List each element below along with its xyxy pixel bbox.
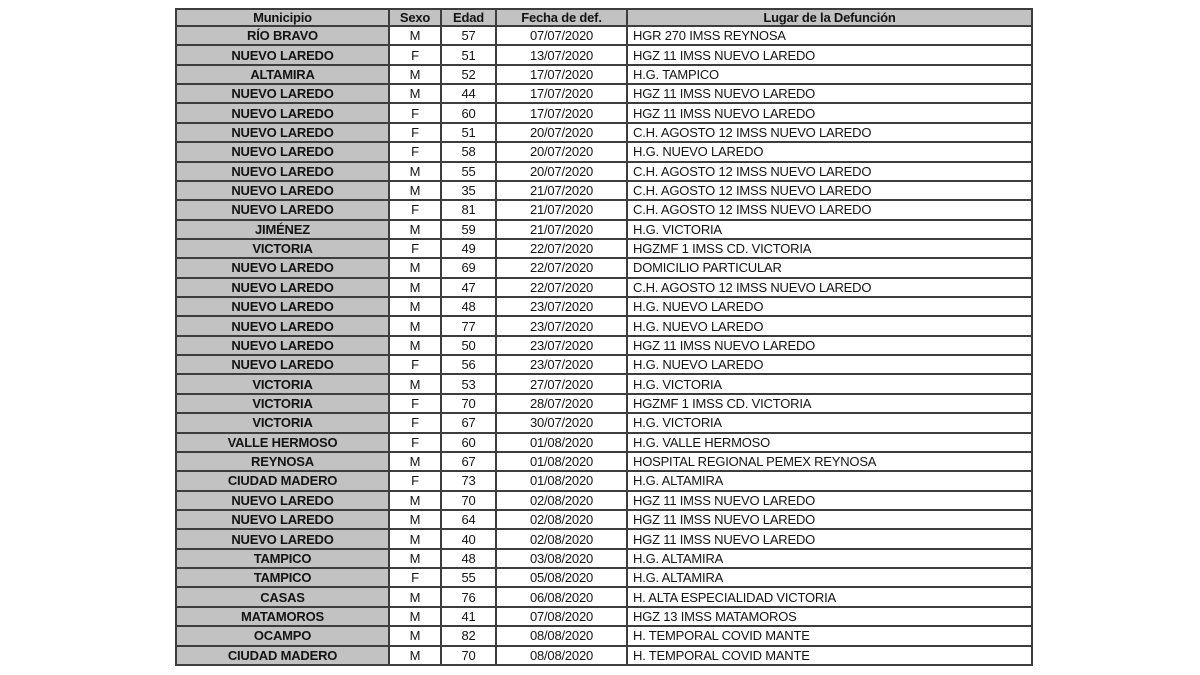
cell-lugar: HGR 270 IMSS REYNOSA [627, 26, 1032, 45]
cell-municipio: VICTORIA [176, 374, 389, 393]
cell-lugar: C.H. AGOSTO 12 IMSS NUEVO LAREDO [627, 200, 1032, 219]
table-row [176, 374, 1032, 393]
cell-edad: 70 [441, 394, 496, 413]
cell-sexo: M [389, 549, 441, 568]
cell-lugar: H.G. VICTORIA [627, 374, 1032, 393]
cell-sexo: M [389, 452, 441, 471]
cell-edad: 50 [441, 336, 496, 355]
cell-sexo: M [389, 297, 441, 316]
cell-edad: 52 [441, 65, 496, 84]
cell-municipio: OCAMPO [176, 626, 389, 645]
table-row [176, 587, 1032, 606]
cell-sexo: F [389, 568, 441, 587]
cell-lugar: H. TEMPORAL COVID MANTE [627, 646, 1032, 666]
table-row [176, 471, 1032, 490]
cell-municipio: TAMPICO [176, 549, 389, 568]
cell-sexo: M [389, 181, 441, 200]
cell-fecha: 27/07/2020 [496, 374, 627, 393]
cell-edad: 59 [441, 220, 496, 239]
cell-edad: 56 [441, 355, 496, 374]
cell-sexo: F [389, 471, 441, 490]
cell-fecha: 20/07/2020 [496, 142, 627, 161]
cell-sexo: M [389, 84, 441, 103]
cell-municipio: NUEVO LAREDO [176, 510, 389, 529]
cell-municipio: RÍO BRAVO [176, 26, 389, 45]
cell-lugar: HOSPITAL REGIONAL PEMEX REYNOSA [627, 452, 1032, 471]
table-row [176, 452, 1032, 471]
header-edad: Edad [441, 9, 496, 26]
table-row [176, 297, 1032, 316]
cell-lugar: HGZMF 1 IMSS CD. VICTORIA [627, 239, 1032, 258]
cell-sexo: M [389, 26, 441, 45]
table-row [176, 103, 1032, 122]
cell-municipio: NUEVO LAREDO [176, 529, 389, 548]
table-row [176, 84, 1032, 103]
table-row [176, 607, 1032, 626]
cell-lugar: C.H. AGOSTO 12 IMSS NUEVO LAREDO [627, 181, 1032, 200]
cell-sexo: M [389, 587, 441, 606]
cell-lugar: HGZ 11 IMSS NUEVO LAREDO [627, 103, 1032, 122]
cell-sexo: F [389, 394, 441, 413]
cell-sexo: M [389, 65, 441, 84]
cell-edad: 58 [441, 142, 496, 161]
cell-sexo: M [389, 220, 441, 239]
cell-edad: 70 [441, 491, 496, 510]
cell-lugar: C.H. AGOSTO 12 IMSS NUEVO LAREDO [627, 162, 1032, 181]
cell-edad: 49 [441, 239, 496, 258]
cell-municipio: REYNOSA [176, 452, 389, 471]
table-body [176, 26, 1032, 665]
cell-fecha: 20/07/2020 [496, 162, 627, 181]
table-row [176, 45, 1032, 64]
cell-municipio: NUEVO LAREDO [176, 103, 389, 122]
cell-sexo: M [389, 646, 441, 666]
cell-fecha: 21/07/2020 [496, 200, 627, 219]
cell-municipio: NUEVO LAREDO [176, 45, 389, 64]
cell-municipio: JIMÉNEZ [176, 220, 389, 239]
table-row [176, 568, 1032, 587]
cell-sexo: F [389, 413, 441, 432]
cell-edad: 81 [441, 200, 496, 219]
cell-edad: 69 [441, 258, 496, 277]
cell-fecha: 23/07/2020 [496, 355, 627, 374]
cell-municipio: NUEVO LAREDO [176, 355, 389, 374]
cell-lugar: HGZMF 1 IMSS CD. VICTORIA [627, 394, 1032, 413]
cell-lugar: DOMICILIO PARTICULAR [627, 258, 1032, 277]
cell-lugar: H. ALTA ESPECIALIDAD VICTORIA [627, 587, 1032, 606]
table-row [176, 65, 1032, 84]
cell-municipio: CASAS [176, 587, 389, 606]
table-header-row [176, 9, 1032, 26]
cell-sexo: F [389, 103, 441, 122]
cell-edad: 67 [441, 413, 496, 432]
cell-fecha: 30/07/2020 [496, 413, 627, 432]
cell-municipio: MATAMOROS [176, 607, 389, 626]
cell-sexo: M [389, 626, 441, 645]
cell-edad: 48 [441, 549, 496, 568]
cell-fecha: 02/08/2020 [496, 510, 627, 529]
table-row [176, 123, 1032, 142]
cell-fecha: 17/07/2020 [496, 103, 627, 122]
cell-municipio: NUEVO LAREDO [176, 200, 389, 219]
cell-fecha: 05/08/2020 [496, 568, 627, 587]
cell-edad: 48 [441, 297, 496, 316]
table-row [176, 239, 1032, 258]
header-fecha: Fecha de def. [496, 9, 627, 26]
cell-sexo: F [389, 200, 441, 219]
table-row [176, 200, 1032, 219]
cell-sexo: M [389, 258, 441, 277]
cell-edad: 77 [441, 316, 496, 335]
cell-municipio: NUEVO LAREDO [176, 491, 389, 510]
table-row [176, 26, 1032, 45]
cell-fecha: 07/08/2020 [496, 607, 627, 626]
cell-lugar: HGZ 11 IMSS NUEVO LAREDO [627, 45, 1032, 64]
cell-lugar: H.G. ALTAMIRA [627, 549, 1032, 568]
cell-sexo: F [389, 355, 441, 374]
cell-sexo: F [389, 433, 441, 452]
cell-fecha: 21/07/2020 [496, 220, 627, 239]
cell-municipio: NUEVO LAREDO [176, 142, 389, 161]
cell-fecha: 06/08/2020 [496, 587, 627, 606]
cell-municipio: NUEVO LAREDO [176, 316, 389, 335]
cell-fecha: 23/07/2020 [496, 297, 627, 316]
table-row [176, 142, 1032, 161]
cell-municipio: VICTORIA [176, 239, 389, 258]
cell-edad: 51 [441, 45, 496, 64]
table-row [176, 529, 1032, 548]
cell-municipio: NUEVO LAREDO [176, 336, 389, 355]
cell-sexo: F [389, 142, 441, 161]
cell-lugar: H.G. VICTORIA [627, 413, 1032, 432]
cell-municipio: NUEVO LAREDO [176, 258, 389, 277]
table-row [176, 491, 1032, 510]
deaths-table [175, 8, 1033, 666]
cell-lugar: HGZ 11 IMSS NUEVO LAREDO [627, 491, 1032, 510]
cell-lugar: H.G. VICTORIA [627, 220, 1032, 239]
cell-sexo: M [389, 607, 441, 626]
cell-lugar: HGZ 11 IMSS NUEVO LAREDO [627, 510, 1032, 529]
cell-municipio: NUEVO LAREDO [176, 278, 389, 297]
cell-edad: 73 [441, 471, 496, 490]
table-row [176, 394, 1032, 413]
cell-sexo: F [389, 239, 441, 258]
cell-lugar: HGZ 11 IMSS NUEVO LAREDO [627, 529, 1032, 548]
cell-fecha: 08/08/2020 [496, 646, 627, 666]
cell-fecha: 20/07/2020 [496, 123, 627, 142]
cell-municipio: VALLE HERMOSO [176, 433, 389, 452]
cell-fecha: 17/07/2020 [496, 65, 627, 84]
cell-municipio: CIUDAD MADERO [176, 471, 389, 490]
cell-fecha: 22/07/2020 [496, 258, 627, 277]
cell-fecha: 23/07/2020 [496, 316, 627, 335]
cell-fecha: 28/07/2020 [496, 394, 627, 413]
cell-fecha: 02/08/2020 [496, 491, 627, 510]
cell-edad: 70 [441, 646, 496, 666]
cell-fecha: 17/07/2020 [496, 84, 627, 103]
cell-fecha: 23/07/2020 [496, 336, 627, 355]
cell-edad: 55 [441, 162, 496, 181]
table-row [176, 316, 1032, 335]
cell-lugar: C.H. AGOSTO 12 IMSS NUEVO LAREDO [627, 123, 1032, 142]
cell-lugar: HGZ 11 IMSS NUEVO LAREDO [627, 84, 1032, 103]
cell-fecha: 01/08/2020 [496, 433, 627, 452]
cell-edad: 41 [441, 607, 496, 626]
cell-sexo: M [389, 491, 441, 510]
cell-edad: 67 [441, 452, 496, 471]
cell-lugar: HGZ 11 IMSS NUEVO LAREDO [627, 336, 1032, 355]
cell-edad: 47 [441, 278, 496, 297]
cell-municipio: VICTORIA [176, 413, 389, 432]
cell-edad: 82 [441, 626, 496, 645]
table-row [176, 336, 1032, 355]
cell-fecha: 02/08/2020 [496, 529, 627, 548]
header-municipio: Municipio [176, 9, 389, 26]
cell-sexo: M [389, 529, 441, 548]
cell-sexo: M [389, 510, 441, 529]
cell-edad: 76 [441, 587, 496, 606]
cell-lugar: HGZ 13 IMSS MATAMOROS [627, 607, 1032, 626]
cell-municipio: ALTAMIRA [176, 65, 389, 84]
cell-municipio: NUEVO LAREDO [176, 181, 389, 200]
cell-fecha: 13/07/2020 [496, 45, 627, 64]
table-row [176, 510, 1032, 529]
cell-lugar: H. TEMPORAL COVID MANTE [627, 626, 1032, 645]
cell-edad: 44 [441, 84, 496, 103]
cell-edad: 53 [441, 374, 496, 393]
table-row [176, 278, 1032, 297]
cell-lugar: H.G. NUEVO LAREDO [627, 355, 1032, 374]
cell-municipio: NUEVO LAREDO [176, 84, 389, 103]
cell-lugar: H.G. ALTAMIRA [627, 471, 1032, 490]
cell-municipio: NUEVO LAREDO [176, 123, 389, 142]
cell-lugar: H.G. VALLE HERMOSO [627, 433, 1032, 452]
cell-lugar: H.G. NUEVO LAREDO [627, 297, 1032, 316]
cell-municipio: CIUDAD MADERO [176, 646, 389, 666]
cell-fecha: 22/07/2020 [496, 278, 627, 297]
cell-fecha: 21/07/2020 [496, 181, 627, 200]
cell-fecha: 03/08/2020 [496, 549, 627, 568]
cell-edad: 64 [441, 510, 496, 529]
deaths-table-container [175, 8, 1033, 666]
cell-edad: 40 [441, 529, 496, 548]
cell-edad: 35 [441, 181, 496, 200]
cell-sexo: F [389, 123, 441, 142]
cell-edad: 51 [441, 123, 496, 142]
cell-sexo: M [389, 336, 441, 355]
cell-fecha: 07/07/2020 [496, 26, 627, 45]
cell-edad: 60 [441, 433, 496, 452]
cell-fecha: 01/08/2020 [496, 471, 627, 490]
table-row [176, 220, 1032, 239]
table-row [176, 355, 1032, 374]
table-row [176, 413, 1032, 432]
cell-municipio: NUEVO LAREDO [176, 162, 389, 181]
cell-fecha: 22/07/2020 [496, 239, 627, 258]
cell-sexo: M [389, 374, 441, 393]
table-row [176, 626, 1032, 645]
cell-municipio: TAMPICO [176, 568, 389, 587]
table-row [176, 258, 1032, 277]
header-sexo: Sexo [389, 9, 441, 26]
cell-edad: 55 [441, 568, 496, 587]
cell-lugar: C.H. AGOSTO 12 IMSS NUEVO LAREDO [627, 278, 1032, 297]
cell-lugar: H.G. NUEVO LAREDO [627, 142, 1032, 161]
cell-sexo: M [389, 278, 441, 297]
cell-sexo: F [389, 45, 441, 64]
table-row [176, 549, 1032, 568]
cell-municipio: NUEVO LAREDO [176, 297, 389, 316]
table-row [176, 181, 1032, 200]
cell-fecha: 08/08/2020 [496, 626, 627, 645]
cell-lugar: H.G. TAMPICO [627, 65, 1032, 84]
header-lugar: Lugar de la Defunción [627, 9, 1032, 26]
cell-edad: 57 [441, 26, 496, 45]
cell-edad: 60 [441, 103, 496, 122]
table-row [176, 162, 1032, 181]
cell-lugar: H.G. ALTAMIRA [627, 568, 1032, 587]
cell-municipio: VICTORIA [176, 394, 389, 413]
cell-sexo: M [389, 316, 441, 335]
table-row [176, 646, 1032, 666]
cell-fecha: 01/08/2020 [496, 452, 627, 471]
table-row [176, 433, 1032, 452]
cell-sexo: M [389, 162, 441, 181]
cell-lugar: H.G. NUEVO LAREDO [627, 316, 1032, 335]
